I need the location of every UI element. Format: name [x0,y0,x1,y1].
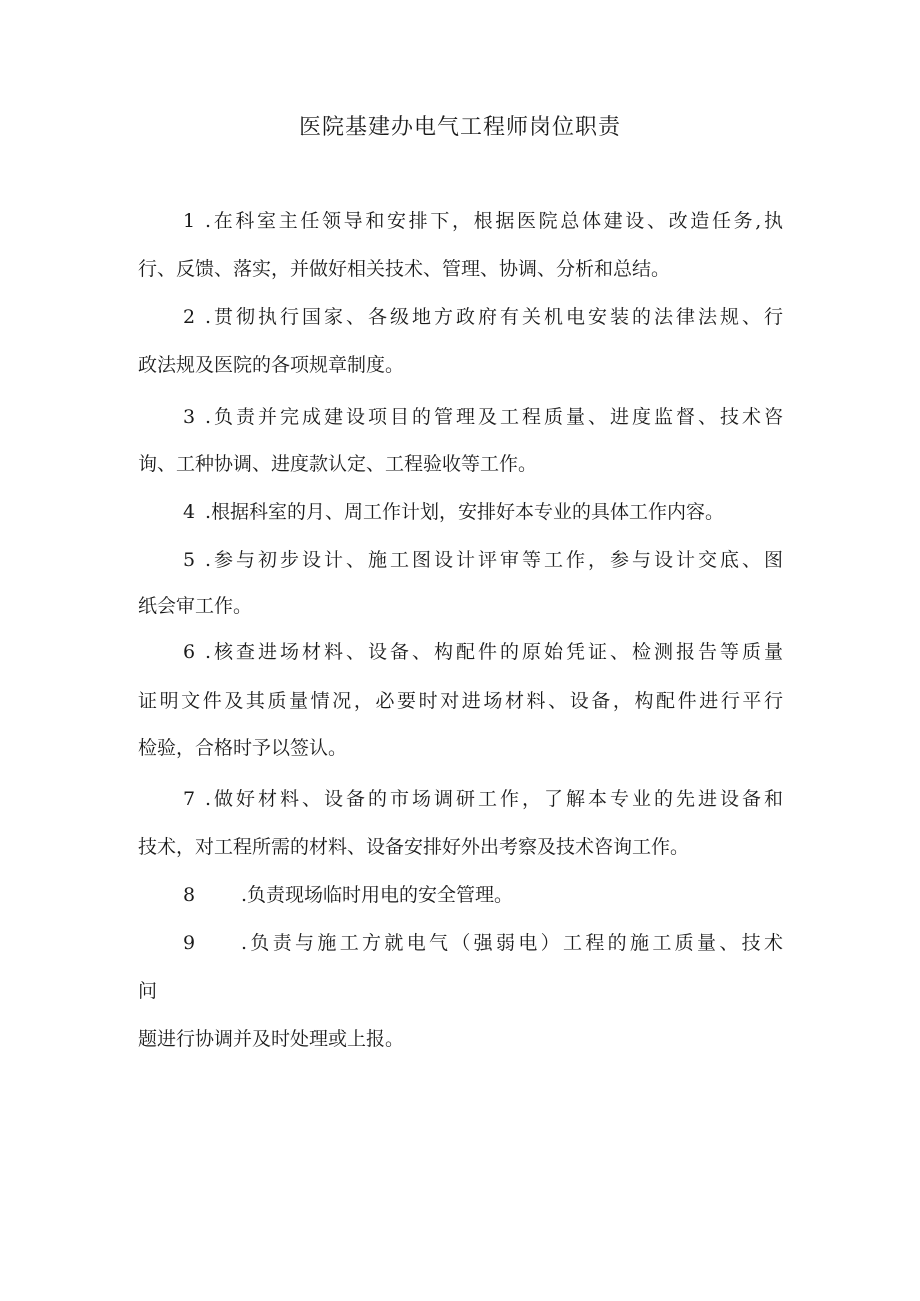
item-8-number: 8 [183,884,196,906]
item-1-line-2: 行、反馈、落实，并做好相关技术、管理、协调、分析和总结。 [138,258,671,280]
item-2-number: 2 [183,306,196,328]
item-9-line-3: 题进行协调并及时处理或上报。 [138,1028,405,1050]
item-8-line-1: 8 .负责现场临时用电的安全管理。 [183,879,783,911]
item-2-line-2: 政法规及医院的各项规章制度。 [138,354,405,376]
item-4-number: 4 [183,501,196,523]
item-6-number: 6 [183,641,196,663]
item-9-line-1: 9 .负责与施工方就电气（强弱电）工程的施工质量、技术 [183,927,783,959]
item-3-line-2: 询、工种协调、进度款认定、工程验收等工作。 [138,453,538,475]
item-7-line-1: 7 .做好材料、设备的市场调研工作，了解本专业的先进设备和 [183,783,783,815]
item-1-line-1: 1 .在科室主任领导和安排下，根据医院总体建设、改造任务,执 [183,205,783,237]
item-7-line-2: 技术，对工程所需的材料、设备安排好外出考察及技术咨询工作。 [138,836,690,858]
item-6-line-3: 检验，合格时予以签认。 [138,737,348,759]
item-5-number: 5 [183,549,196,571]
item-5-line-2: 纸会审工作。 [138,595,253,617]
item-6-line-1: 6 .核查进场材料、设备、构配件的原始凭证、检测报告等质量 [183,636,783,668]
item-4-line-1: 4 .根据科室的月、周工作计划，安排好本专业的具体工作内容。 [183,496,803,528]
document-title: 医院基建办电气工程师岗位职责 [298,115,621,140]
item-1-number: 1 [183,210,196,232]
item-5-line-1: 5 .参与初步设计、施工图设计评审等工作，参与设计交底、图 [183,544,783,576]
item-3-number: 3 [183,406,196,428]
item-9-line-2: 问 [138,980,158,1002]
item-9-number: 9 [183,932,196,954]
item-2-line-1: 2 .贯彻执行国家、各级地方政府有关机电安装的法律法规、行 [183,301,783,333]
item-6-line-2: 证明文件及其质量情况，必要时对进场材料、设备，构配件进行平行 [138,690,783,712]
item-7-number: 7 [183,788,196,810]
item-3-line-1: 3 .负责并完成建设项目的管理及工程质量、进度监督、技术咨 [183,401,783,433]
